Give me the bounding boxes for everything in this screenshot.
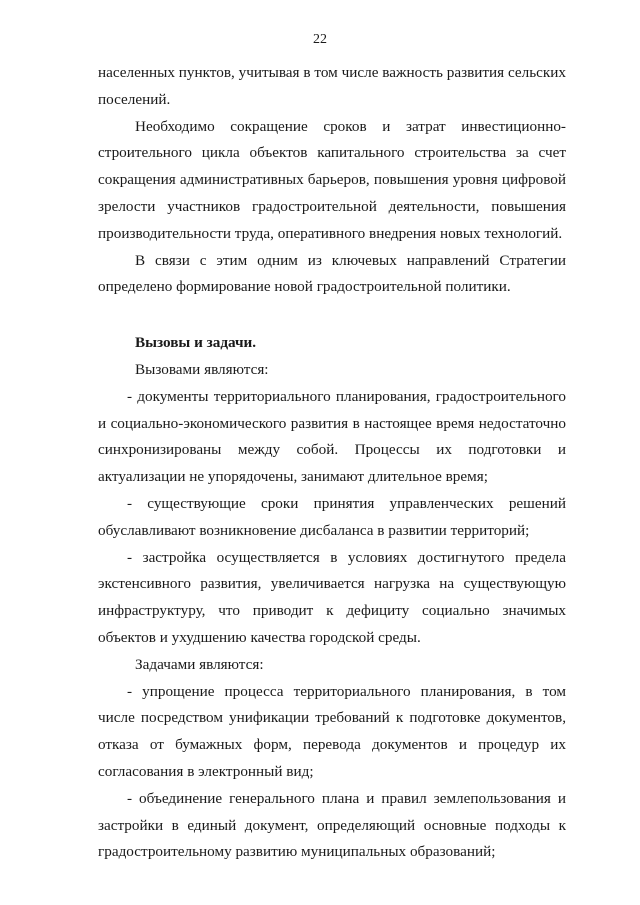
challenge-item: - существующие сроки принятия управленческих решений обуславливают возникновение дисбаланса в развитии территорий; xyxy=(98,494,566,539)
challenge-item: - документы территориального планирования, градостроительного и социально-экономического развития в настоящее время недостаточно синхронизированы между собой. Процессы их подготовки и актуализации не упорядочены, занимают длительное время; xyxy=(98,387,566,486)
challenge-item: - застройка осуществляется в условиях достигнутого предела экстенсивного развития, увеличивается нагрузка на существующую инфраструктуру, что приводит к дефициту социально значимых объектов и ухудшению качества городской среды. xyxy=(98,548,566,646)
paragraph-construction-cycle: Необходимо сокращение сроков и затрат инвестиционно-строительного цикла объектов капитального строительства за счет сокращения административных барьеров, повышения уровня цифровой зрелости участников градостроительной деятельности, повышения производительности труда, оперативного внедрения новых технологий. xyxy=(98,117,566,242)
section-heading: Вызовы и задачи. xyxy=(135,334,257,352)
task-item: - объединение генерального плана и правил землепользования и застройки в единый документ, определяющий основные подходы к градостроительному развитию муниципальных образований; xyxy=(98,789,566,861)
document-body xyxy=(98,60,566,866)
task-item: - упрощение процесса территориального планирования, в том числе посредством унификации требований к подготовке документов, отказа от бумажных форм, перевода документов и процедур их согласования в электронный вид; xyxy=(98,682,566,780)
paragraph-strategy-direction: В связи с этим одним из ключевых направлений Стратегии определено формирование новой градостроительной политики. xyxy=(98,251,566,296)
paragraph-settlements: населенных пунктов, учитывая в том числе важность развития сельских поселений. xyxy=(98,64,566,108)
page-number: 22 xyxy=(313,32,327,47)
challenges-intro: Вызовами являются: xyxy=(135,360,269,378)
tasks-intro: Задачами являются: xyxy=(135,655,264,673)
